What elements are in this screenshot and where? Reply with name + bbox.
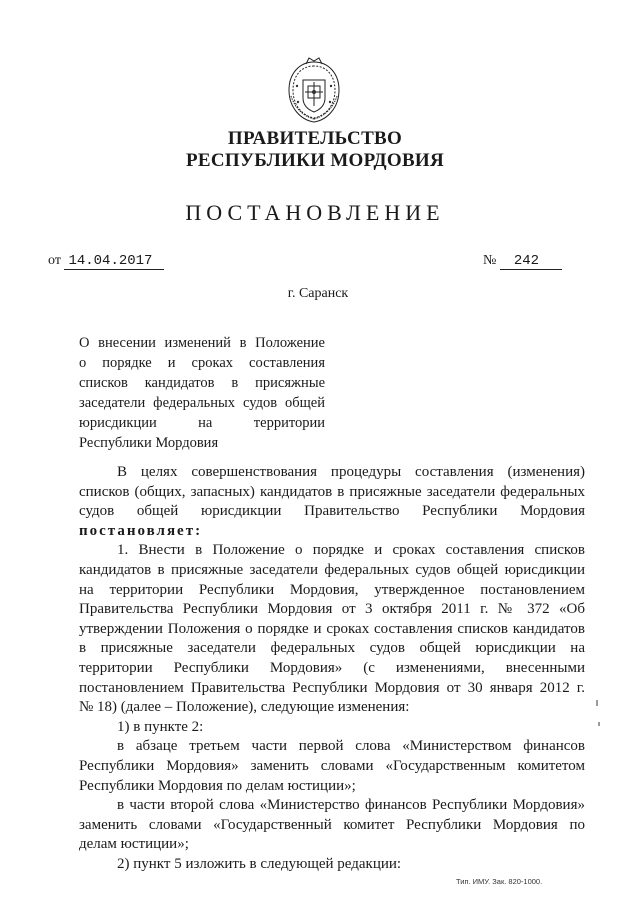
body-line: списков (общих, запасных) кандидатов в присяжные заседатели федеральных xyxy=(79,483,585,500)
document-body xyxy=(79,463,585,874)
date-prefix: от xyxy=(48,253,61,268)
body-line: в присяжные заседатели федеральных судов общей юрисдикции на xyxy=(79,640,585,657)
number-prefix: № xyxy=(483,253,497,268)
city-name: г. Саранск xyxy=(287,286,349,301)
body-line: в абзаце третьем части первой слова «Министерством финансов xyxy=(117,738,585,755)
coat-of-arms-emblem xyxy=(283,56,345,126)
date-field xyxy=(48,253,164,270)
body-line: В целях совершенствования процедуры составления (изменения) xyxy=(117,464,585,480)
body-line: № 18) (далее – Положение), следующие изменения: xyxy=(79,699,410,716)
body-line: 1. Внести в Положение о порядке и сроках составления списков xyxy=(117,542,585,559)
body-line: судов общей юрисдикции Правительство Республики Мордовия xyxy=(79,503,585,520)
subject-line: Республики Мордовия xyxy=(79,435,219,451)
body-line: заменить словами «Государственный комитет Республики Мордовия по xyxy=(79,816,585,833)
body-line: 1) в пункте 2: xyxy=(117,718,204,735)
subject-line: о порядке и сроках составления xyxy=(79,355,325,371)
body-line: Республики Мордовия по делам юстиции»; xyxy=(79,777,356,794)
document-type-title: ПОСТАНОВЛЕНИЕ xyxy=(185,200,445,225)
government-title-line1: ПРАВИТЕЛЬСТВО xyxy=(227,128,403,149)
document-subject xyxy=(79,333,325,453)
number-field xyxy=(483,253,562,270)
body-line: утверждении Положения о порядке и сроках составления списков кандидатов xyxy=(79,620,585,637)
subject-line: юрисдикции на территории xyxy=(79,415,325,431)
body-line: 2) пункт 5 изложить в следующей редакции: xyxy=(117,855,402,872)
body-line: в части второй слова «Министерство финансов Республики Мордовия» xyxy=(117,797,585,814)
body-line: на территории Республики Мордовия, утвержденное постановлением xyxy=(79,581,585,598)
government-title-line2: РЕСПУБЛИКИ МОРДОВИЯ xyxy=(185,150,445,171)
scan-artifact xyxy=(598,722,600,726)
subject-line: списков кандидатов в присяжные xyxy=(79,375,325,391)
print-footer: Тип. ИМУ. Зак. 820-1000. xyxy=(456,877,543,886)
body-line-decree-word: постановляет: xyxy=(79,522,203,539)
body-line: Правительства Республики Мордовия от 3 октября 2011 г. № 372 «Об xyxy=(79,601,585,618)
subject-line: О внесении изменений в Положение xyxy=(79,335,325,351)
body-line: делам юстиции»; xyxy=(79,836,189,853)
date-value: 14.04.2017 xyxy=(64,253,164,270)
body-line: территории Республики Мордовия» (с изменениями, внесенными xyxy=(79,659,585,676)
number-value: 242 xyxy=(500,253,562,270)
body-line: Республики Мордовия» заменить словами «Государственным комитетом xyxy=(79,757,585,774)
scan-artifact xyxy=(596,700,598,706)
subject-line: заседатели федеральных судов общей xyxy=(79,395,325,411)
body-line: кандидатов в присяжные заседатели федеральных судов общей юрисдикции xyxy=(79,561,585,578)
body-line: постановлением Правительства Республики Мордовия от 30 января 2012 г. xyxy=(79,679,585,696)
